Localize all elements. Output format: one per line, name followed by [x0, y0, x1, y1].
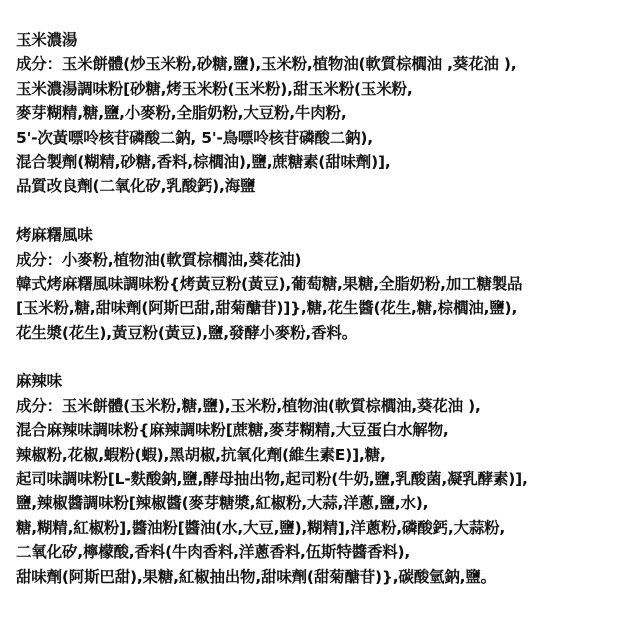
ingredient-line: 辣椒粉,花椒,蝦粉(蝦),黑胡椒,抗氧化劑(維生素E)],糖, [16, 445, 386, 464]
ingredient-line: 二氧化矽,檸檬酸,香料(牛肉香料,洋蔥香料,伍斯特醬香料), [16, 543, 411, 562]
ingredient-line: [玉米粉,糖,甜味劑(阿斯巴甜,甜菊醣苷)]},糖,花生醬(花生,糖,棕櫚油,鹽), [16, 299, 518, 318]
section-spacer [16, 199, 632, 223]
ingredient-line: 花生漿(花生),黃豆粉(黃豆),鹽,發酵小麥粉,香料。 [16, 323, 357, 342]
ingredient-line: 韓式烤麻糬風味調味粉{烤黃豆粉(黃豆),葡萄糖,果糖,全脂奶粉,加工糖製品 [16, 274, 523, 293]
ingredient-line: 成分：小麥粉,植物油(軟質棕櫚油,葵花油) [16, 250, 302, 269]
ingredient-line: 混合麻辣味調味粉{麻辣調味粉[蔗糖,麥芽糊精,大豆蛋白水解物, [16, 421, 449, 440]
ingredient-line: 成分：玉米餅體(炒玉米粉,砂糖,鹽),玉米粉,植物油(軟質棕櫚油 ,葵花油 ), [16, 55, 517, 74]
section-title: 玉米濃湯 [16, 31, 78, 49]
section-corn-soup [16, 28, 632, 199]
ingredient-line: 5'-次黃嘌呤核苷磷酸二鈉, 5'-鳥嘌呤核苷磷酸二鈉), [16, 128, 373, 147]
ingredient-line: 麥芽糊精,糖,鹽,小麥粉,全脂奶粉,大豆粉,牛肉粉, [16, 104, 347, 123]
ingredient-line: 鹽,辣椒醬調味粉[辣椒醬(麥芽糖漿,紅椒粉,大蒜,洋蔥,鹽,水), [16, 494, 429, 513]
ingredient-line: 糖,糊精,紅椒粉],醬油粉[醬油(水,大豆,鹽),糊精],洋蔥粉,磷酸鈣,大蒜粉, [16, 518, 506, 537]
section-title: 麻辣味 [16, 372, 62, 391]
ingredients-document [16, 28, 632, 589]
ingredient-line: 成分：玉米餅體(玉米粉,糖,鹽),玉米粉,植物油(軟質棕櫚油,葵花油 ), [16, 396, 481, 415]
ingredient-line: 甜味劑(阿斯巴甜),果糖,紅椒抽出物,甜味劑(甜菊醣苷)},碳酸氫鈉,鹽。 [16, 567, 496, 586]
ingredient-line: 混合製劑(糊精,砂糖,香料,棕櫚油),鹽,蔗糖素(甜味劑)], [16, 152, 391, 171]
section-spicy-mala [16, 369, 632, 589]
ingredient-line: 品質改良劑(二氧化矽,乳酸鈣),海鹽 [16, 177, 256, 196]
ingredient-line: 起司味調味粉[L-麩酸鈉,鹽,酵母抽出物,起司粉(牛奶,鹽,乳酸菌,凝乳酵素)], [16, 470, 528, 489]
section-title: 烤麻糬風味 [16, 226, 93, 245]
section-roasted-mochi [16, 223, 632, 345]
section-spacer [16, 345, 632, 369]
ingredient-line: 玉米濃湯調味粉[砂糖,烤玉米粉(玉米粉),甜玉米粉(玉米粉, [16, 79, 413, 98]
